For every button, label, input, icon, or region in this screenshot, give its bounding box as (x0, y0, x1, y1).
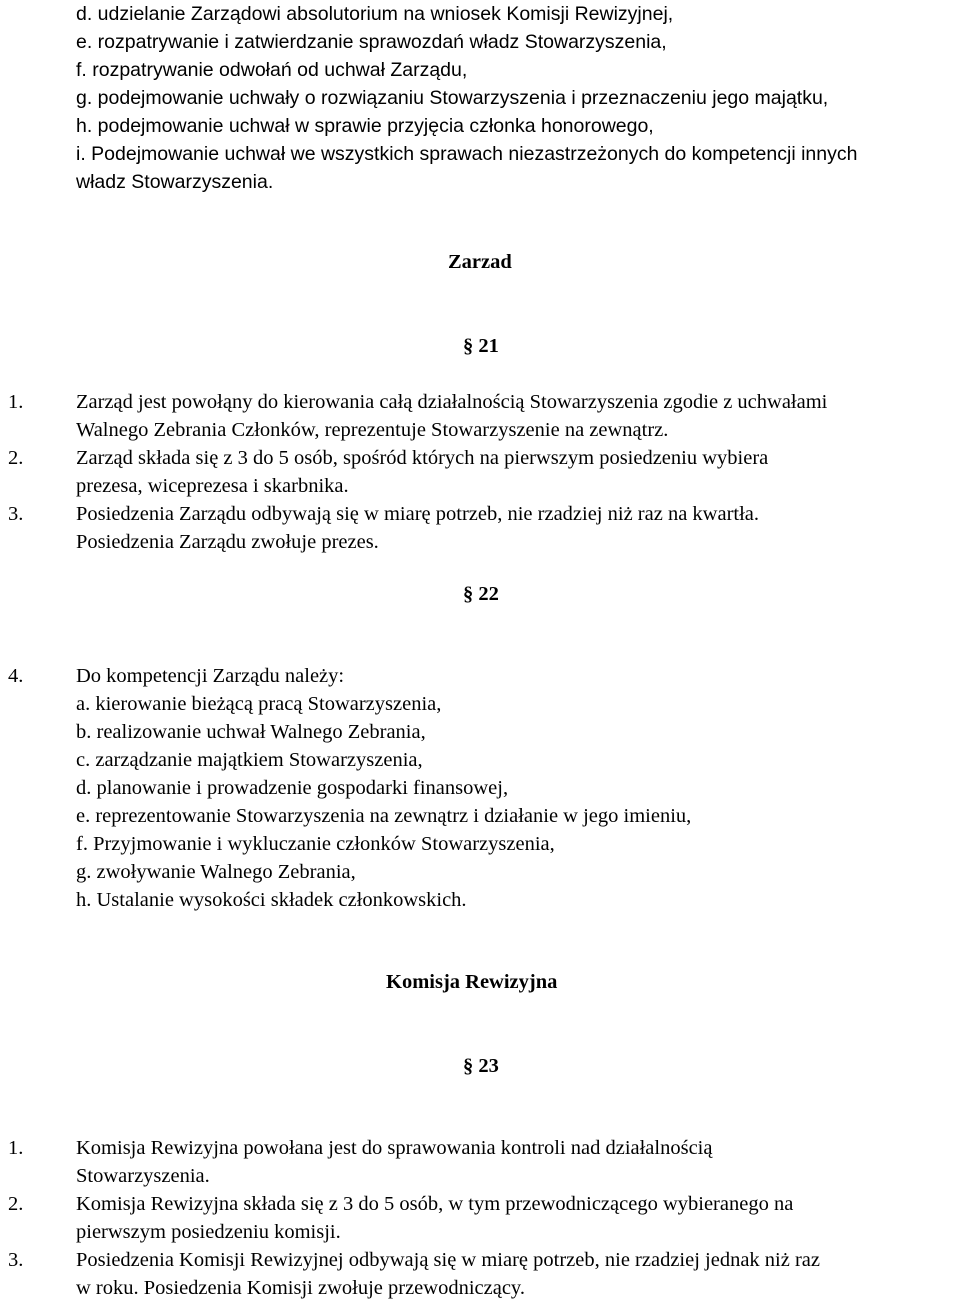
item-4-sub-a: a. kierowanie bieżącą pracą Stowarzyszenia, (76, 693, 442, 715)
list-item-d: d. udzielanie Zarządowi absolutorium na wniosek Komisji Rewizyjnej, (76, 3, 674, 25)
item-1-line-1: Zarząd jest powołąny do kierowania całą działalnością Stowarzyszenia zgodie z uchwałami (76, 391, 828, 413)
list-item-g: g. podejmowanie uchwały o rozwiązaniu Stowarzyszenia i przeznaczeniu jego majątku, (76, 87, 829, 109)
komisja-item-1-line-1: Komisja Rewizyjna powołana jest do sprawowania kontroli nad działalnością (76, 1137, 713, 1159)
komisja-item-2-line-2: pierwszym posiedzeniu komisji. (76, 1221, 341, 1243)
item-4-sub-b: b. realizowanie uchwał Walnego Zebrania, (76, 721, 426, 743)
komisja-item-2-line-1: Komisja Rewizyjna składa się z 3 do 5 osób, w tym przewodniczącego wybieranego na (76, 1193, 794, 1215)
list-item-i: i. Podejmowanie uchwał we wszystkich sprawach niezastrzeżonych do kompetencji innych (76, 143, 858, 165)
item-4-sub-d: d. planowanie i prowadzenie gospodarki finansowej, (76, 777, 509, 799)
list-item-i-continuation: władz Stowarzyszenia. (76, 171, 274, 193)
list-item-e: e. rozpatrywanie i zatwierdzanie sprawozdań władz Stowarzyszenia, (76, 31, 667, 53)
item-4-sub-c: c. zarządzanie majątkiem Stowarzyszenia, (76, 749, 423, 771)
item-2-number: 2. (8, 447, 24, 469)
list-item-f: f. rozpatrywanie odwołań od uchwał Zarządu, (76, 59, 468, 81)
item-2-line-2: prezesa, wiceprezesa i skarbnika. (76, 475, 349, 497)
komisja-item-1-line-2: Stowarzyszenia. (76, 1165, 210, 1187)
item-1-line-2: Walnego Zebrania Członków, reprezentuje Stowarzyszenie na zewnątrz. (76, 419, 669, 441)
item-3-number: 3. (8, 503, 24, 525)
item-4-number: 4. (8, 665, 24, 687)
item-4-sub-g: g. zwoływanie Walnego Zebrania, (76, 861, 356, 883)
section-heading-komisja-rewizyjna: Komisja Rewizyjna (386, 971, 558, 993)
item-3-line-2: Posiedzenia Zarządu zwołuje prezes. (76, 531, 379, 553)
list-item-h: h. podejmowanie uchwał w sprawie przyjęcia członka honorowego, (76, 115, 654, 137)
item-4-sub-e: e. reprezentowanie Stowarzyszenia na zewnątrz i działanie w jego imieniu, (76, 805, 692, 827)
paragraph-22: § 22 (463, 583, 499, 605)
komisja-item-2-number: 2. (8, 1193, 24, 1215)
item-1-number: 1. (8, 391, 24, 413)
item-3-line-1: Posiedzenia Zarządu odbywają się w miarę potrzeb, nie rzadziej niż raz na kwartła. (76, 503, 760, 525)
paragraph-23: § 23 (463, 1055, 499, 1077)
komisja-item-3-number: 3. (8, 1249, 24, 1271)
komisja-item-3-line-2: w roku. Posiedzenia Komisji zwołuje przewodniczący. (76, 1277, 525, 1299)
section-heading-zarzad: Zarzad (448, 251, 512, 273)
paragraph-21: § 21 (463, 335, 499, 357)
komisja-item-3-line-1: Posiedzenia Komisji Rewizyjnej odbywają się w miarę potrzeb, nie rzadziej jednak niż raz (76, 1249, 820, 1271)
item-4-sub-h: h. Ustalanie wysokości składek członkowskich. (76, 889, 467, 911)
item-4-sub-f: f. Przyjmowanie i wykluczanie członków Stowarzyszenia, (76, 833, 555, 855)
item-2-line-1: Zarząd składa się z 3 do 5 osób, spośród których na pierwszym posiedzeniu wybiera (76, 447, 769, 469)
item-4-title: Do kompetencji Zarządu należy: (76, 665, 345, 687)
komisja-item-1-number: 1. (8, 1137, 24, 1159)
